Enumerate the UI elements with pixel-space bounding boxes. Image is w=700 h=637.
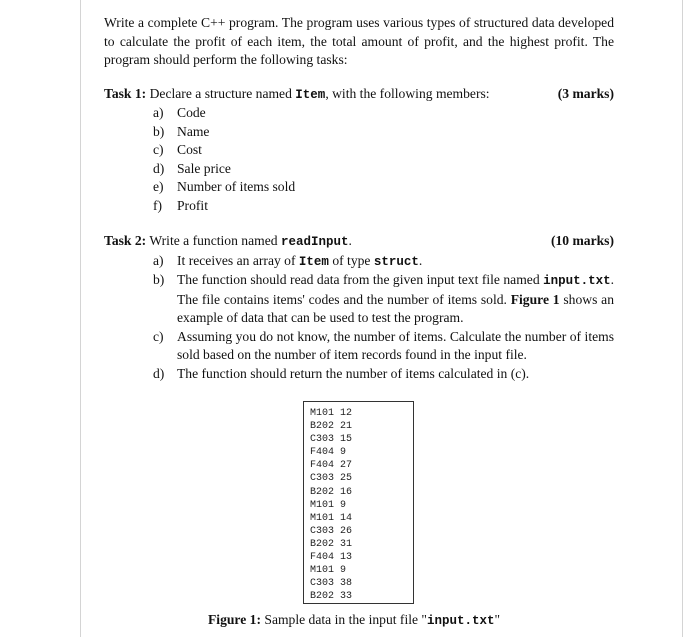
- list-item: c) Cost: [153, 142, 202, 157]
- task1-marks: (3 marks): [557, 85, 614, 101]
- intro-paragraph: Write a complete C++ program. The program uses various types of structured data developed to calculate the profit of each item, the total amount of profit, and the highest profit. The program should perform the following tasks:: [104, 15, 614, 67]
- data-row: B202 21: [310, 421, 353, 433]
- data-row: C303 26: [310, 525, 353, 537]
- list-item: b) The function should read data from the given input text file named input.txt. The file contains items' codes and the number of items sold. Figure 1 shows an example of data that can be used to test the program.: [153, 272, 614, 325]
- sample-data-box: [303, 401, 414, 604]
- data-row: B202 16: [310, 486, 353, 498]
- data-row: B202 31: [310, 538, 353, 550]
- task1-member-list: [104, 104, 614, 215]
- data-row: M101 12: [310, 408, 353, 419]
- figure-caption: Figure 1: Sample data in the input file "input.txt": [208, 612, 501, 628]
- data-row: M101 9: [310, 499, 347, 511]
- task1-code: Item: [295, 87, 326, 102]
- task2-text-after: .: [348, 233, 352, 248]
- task2-text: Write a function named: [149, 233, 281, 248]
- data-row: C303 25: [310, 473, 353, 485]
- data-row: B202 33: [310, 591, 353, 603]
- list-item: a) It receives an array of Item of type struct.: [153, 252, 423, 269]
- document-body: [104, 14, 614, 400]
- list-item: d) The function should return the number of items calculated in (c).: [153, 365, 530, 381]
- task2-heading: [104, 232, 614, 252]
- list-item: d) Sale price: [153, 160, 231, 176]
- data-row: M101 9: [310, 565, 347, 577]
- task1-text: Declare a structure named: [149, 85, 296, 101]
- list-item: c) Assuming you do not know, the number of items. Calculate the number of items sold based on the number of item records found in the input file.: [153, 328, 614, 362]
- list-item: a) Code: [153, 105, 206, 120]
- task1-heading: [104, 85, 614, 105]
- list-item: e) Number of items sold: [153, 179, 296, 194]
- task2-code: readInput: [280, 235, 349, 249]
- data-row: F404 13: [310, 552, 353, 564]
- list-item: b) Name: [153, 123, 210, 139]
- task2-marks: (10 marks): [550, 233, 614, 248]
- data-row: C303 15: [310, 434, 353, 446]
- task2-step-list: [104, 252, 614, 384]
- task1-label: Task 1:: [104, 85, 147, 101]
- data-row: C303 38: [310, 578, 353, 590]
- task2-label: Task 2:: [104, 233, 147, 248]
- list-item: f) Profit: [153, 197, 208, 213]
- data-row: M101 14: [310, 512, 353, 524]
- data-row: F404 27: [310, 460, 353, 472]
- task1-text-after: , with the following members:: [325, 85, 490, 101]
- data-row: F404 9: [310, 447, 347, 459]
